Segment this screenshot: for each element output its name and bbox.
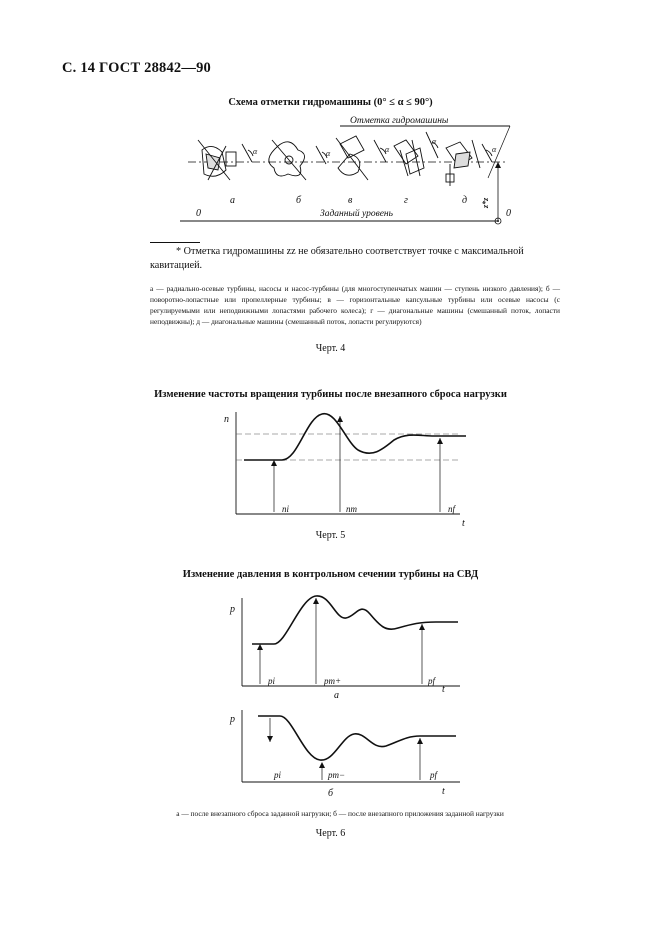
machine-letter-d: д — [462, 195, 468, 206]
machine-letter-v: в — [348, 195, 353, 206]
fig6a-marker-pm: pm+ — [324, 676, 342, 686]
fig4-z-label: z*z — [481, 197, 490, 208]
fig6b-marker-pf: pf — [430, 770, 438, 780]
fig5-speed-curve — [244, 414, 466, 460]
fig6-caption: Черт. 6 — [315, 828, 346, 839]
machine-letter-b: б — [296, 195, 302, 206]
machine-b-sketch — [269, 140, 327, 180]
machine-v-sketch — [336, 136, 386, 180]
alpha-label-g: α — [432, 137, 437, 146]
fig6b-y-axis-label: p — [230, 714, 235, 725]
fig5-chart — [222, 408, 482, 529]
page-header: С. 14 ГОСТ 28842—90 — [62, 60, 211, 76]
fig6a-marker-pf: pf — [428, 676, 436, 686]
fig5-title: Изменение частоты вращения турбины после внезапного сброса нагрузки — [154, 389, 507, 400]
fig4-footnote: * Отметка гидромашины zz не обязательно соответствует точке с максимальной кавитацией. — [150, 246, 524, 271]
fig5-marker-ni: ni — [282, 504, 290, 514]
machine-a-sketch — [198, 140, 253, 180]
fig4-zero-left: 0 — [196, 208, 201, 219]
machine-letter-g: г — [404, 195, 408, 206]
fig6-chart-upper — [230, 588, 470, 700]
machine-d-sketch — [446, 140, 492, 186]
fig6a-marker-pi: pi — [268, 676, 276, 686]
footnote-rule — [150, 242, 200, 243]
fig5-marker-nm: nm — [346, 504, 357, 514]
fig5-x-axis-label: t — [462, 518, 465, 529]
fig4-diagram — [150, 110, 570, 235]
fig4-legend: а — радиально-осевые турбины, насосы и насос-турбины (для многоступенчатых машин — ступень низкого давления); б — поворотно-лопастные или пропеллерные турбины; в — горизонтальные капсульные турбины или осевые насосы (с регулируемыми или неподвижными лопастями рабочего колеса); г — диагональные машины (смешанный поток, лопасти неподвижны); д — диагональные машины (смешанный поток, лопасти регулируются) — [150, 284, 560, 326]
fig6-chart-lower — [230, 706, 470, 800]
fig6a-y-axis-label: p — [230, 604, 235, 615]
fig6a-sublabel: а — [334, 690, 339, 701]
alpha-label-d: α — [492, 145, 497, 154]
fig5-y-axis-label: n — [224, 414, 229, 425]
alpha-label-b: α — [326, 149, 331, 158]
fig6a-x-axis-label: t — [442, 684, 445, 695]
alpha-label-a: α — [253, 147, 258, 156]
fig4-top-label: Отметка гидромашины — [350, 116, 449, 126]
fig5-marker-nf: nf — [448, 504, 456, 514]
machine-letter-a: а — [230, 195, 235, 206]
alpha-label-v: α — [385, 145, 390, 154]
fig4-zero-right: 0 — [506, 208, 511, 219]
fig6b-sublabel: б — [328, 788, 334, 799]
fig6-title: Изменение давления в контрольном сечении турбины на СВД — [182, 569, 479, 580]
fig6b-x-axis-label: t — [442, 786, 445, 797]
fig6b-pressure-curve — [258, 716, 456, 760]
fig6b-marker-pm: pm− — [328, 770, 346, 780]
fig5-caption: Черт. 5 — [315, 530, 346, 541]
fig4-caption: Черт. 4 — [315, 343, 346, 354]
fig6a-pressure-curve — [252, 596, 458, 644]
fig6b-marker-pi: pi — [274, 770, 282, 780]
fig6-legend: а — после внезапного сброса заданной нагрузки; б — после внезапного приложения заданной нагрузки — [176, 809, 504, 818]
fig4-bottom-label: Заданный уровень — [320, 209, 393, 219]
fig4-title: Схема отметки гидромашины (0° ≤ α ≤ 90°) — [228, 97, 433, 108]
